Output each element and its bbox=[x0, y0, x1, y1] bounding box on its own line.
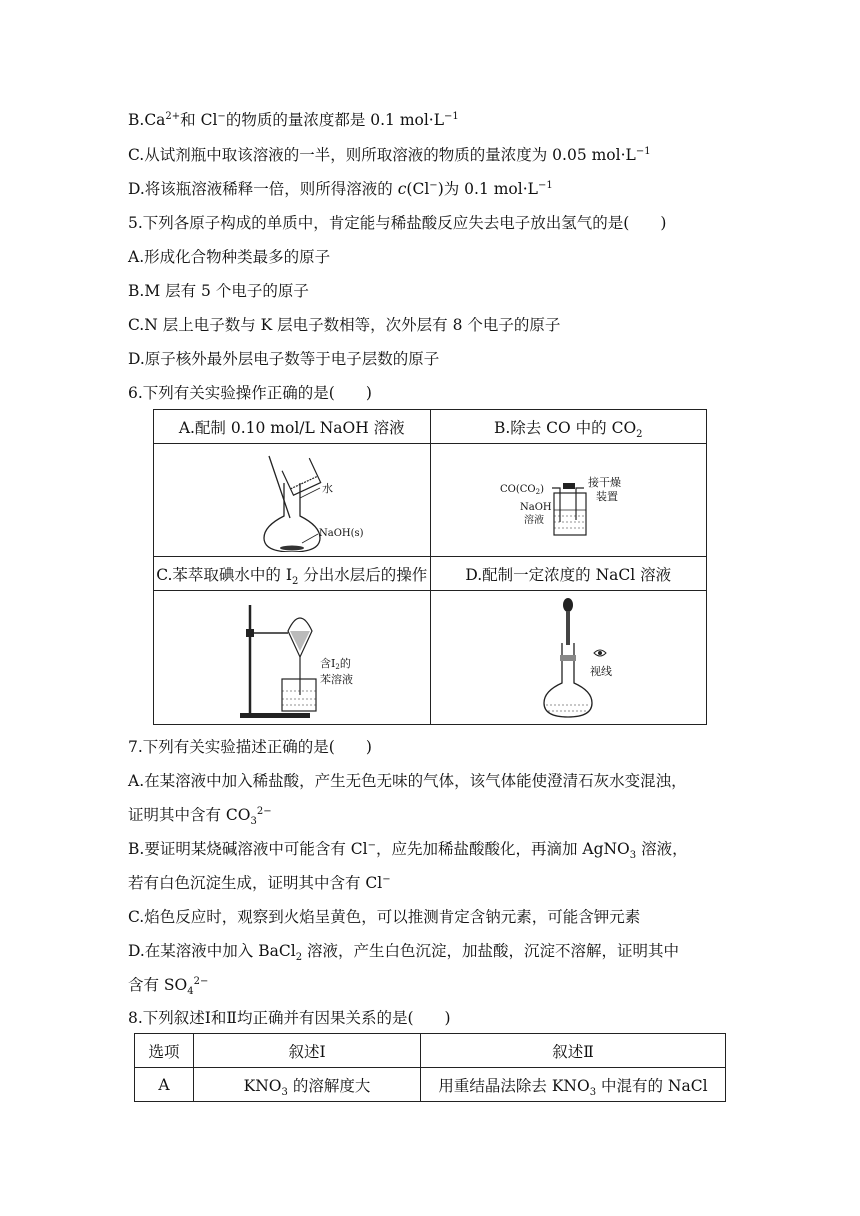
q6-d-title: D.配制一定浓度的 NaCl 溶液 bbox=[430, 557, 707, 591]
label-benzene-solution: 苯溶液 bbox=[319, 673, 353, 686]
label-dryer-1: 接干燥 bbox=[588, 476, 622, 489]
dropper-volumetric-flask-diagram bbox=[468, 595, 668, 720]
header-option: 选项 bbox=[135, 1034, 194, 1068]
q6-c-figure bbox=[154, 591, 431, 725]
gas-washing-bottle-diagram bbox=[468, 448, 668, 552]
table-header-row bbox=[135, 1034, 726, 1068]
q7-option-a-line1: A.在某溶液中加入稀盐酸，产生无色无味的气体，该气体能使澄清石灰水变混浊， bbox=[128, 772, 687, 790]
q7-option-b-line2: 若有白色沉淀生成，证明其中含有 Cl− bbox=[128, 873, 391, 892]
header-statement-2: 叙述Ⅱ bbox=[421, 1034, 726, 1068]
q7-option-d-line2: 含有 $SO_4^{2-}$ bbox=[128, 975, 209, 998]
q7-option-b-line1: B.要证明某烧碱溶液中可能含有 Cl−，应先加稀盐酸酸化，再滴加 AgNO$_3$ 溶液， bbox=[128, 839, 688, 862]
q6-b-figure bbox=[430, 444, 707, 557]
q4-option-c: C.从试剂瓶中取该溶液的一半，则所取溶液的物质的量浓度为 0.05 $mol\cdot L^{-1}$ bbox=[128, 145, 651, 164]
q6-c-title: C.苯萃取碘水中的 $I_2$ 分出水层后的操作 bbox=[154, 557, 431, 591]
label-iodine: 含I2的 bbox=[319, 657, 351, 671]
table-row bbox=[135, 1068, 726, 1102]
q5-option-c: C.N 层上电子数与 K 层电子数相等，次外层有 8 个电子的原子 bbox=[128, 316, 561, 334]
q7-stem: 7.下列有关实验描述正确的是( ) bbox=[128, 738, 372, 756]
cell-option: A bbox=[135, 1068, 194, 1102]
q7-option-d-line1: D.在某溶液中加入 BaCl$_2$ 溶液，产生白色沉淀，加盐酸，沉淀不溶解，证明其中 bbox=[128, 942, 679, 964]
q4-option-b: $B.Ca^{2+}$和 Cl−的物质的量浓度都是 0.1 $mol\cdot L^{-1}$ bbox=[128, 110, 459, 129]
q6-a-title: A.配制 0.10 mol/L NaOH 溶液 bbox=[154, 410, 431, 444]
label-sight-line: 视线 bbox=[590, 665, 613, 678]
cell-statement-2: 用重结晶法除去 $KNO_3$ 中混有的 NaCl bbox=[421, 1068, 726, 1102]
q5-stem: 5.下列各原子构成的单质中，肯定能与稀盐酸反应失去电子放出氢气的是( ) bbox=[128, 214, 667, 232]
q5-option-d: D.原子核外最外层电子数等于电子层数的原子 bbox=[128, 350, 440, 368]
header-statement-1: 叙述Ⅰ bbox=[194, 1034, 421, 1068]
q7-option-a-line2: 证明其中含有 $CO_3^{2-}$ bbox=[128, 805, 272, 828]
label-water: 水 bbox=[321, 482, 333, 495]
q6-d-figure bbox=[430, 591, 707, 725]
q6-b-title: B.除去 CO 中的 $CO_2$ bbox=[430, 410, 707, 444]
volumetric-flask-pouring-diagram bbox=[192, 448, 392, 552]
label-naoh-solution-2: 溶液 bbox=[524, 515, 545, 526]
label-co-gas: $CO(CO_2)$ bbox=[500, 484, 545, 496]
q6-stem: 6.下列有关实验操作正确的是( ) bbox=[128, 384, 372, 402]
q6-a-figure bbox=[154, 444, 431, 557]
q7-option-c: C.焰色反应时，观察到火焰呈黄色，可以推测肯定含钠元素，可能含钾元素 bbox=[128, 908, 641, 926]
separatory-funnel-diagram bbox=[192, 595, 392, 720]
label-naoh-solid: NaOH(s) bbox=[318, 528, 364, 539]
q5-option-b: B.M 层有 5 个电子的原子 bbox=[128, 282, 309, 300]
q4-option-d: D.将该瓶溶液稀释一倍，则所得溶液的 c(Cl−)为 0.1 $mol\cdot L^{-1}$ bbox=[128, 179, 553, 198]
q5-option-a: A.形成化合物种类最多的原子 bbox=[128, 248, 331, 266]
cell-statement-1: $KNO_3$ 的溶解度大 bbox=[194, 1068, 421, 1102]
q8-stem: 8.下列叙述Ⅰ和Ⅱ均正确并有因果关系的是( ) bbox=[128, 1009, 451, 1027]
label-naoh-solution-1: NaOH bbox=[520, 502, 552, 513]
q6-table bbox=[153, 409, 707, 725]
q8-table bbox=[134, 1033, 726, 1102]
label-dryer-2: 装置 bbox=[596, 490, 619, 503]
